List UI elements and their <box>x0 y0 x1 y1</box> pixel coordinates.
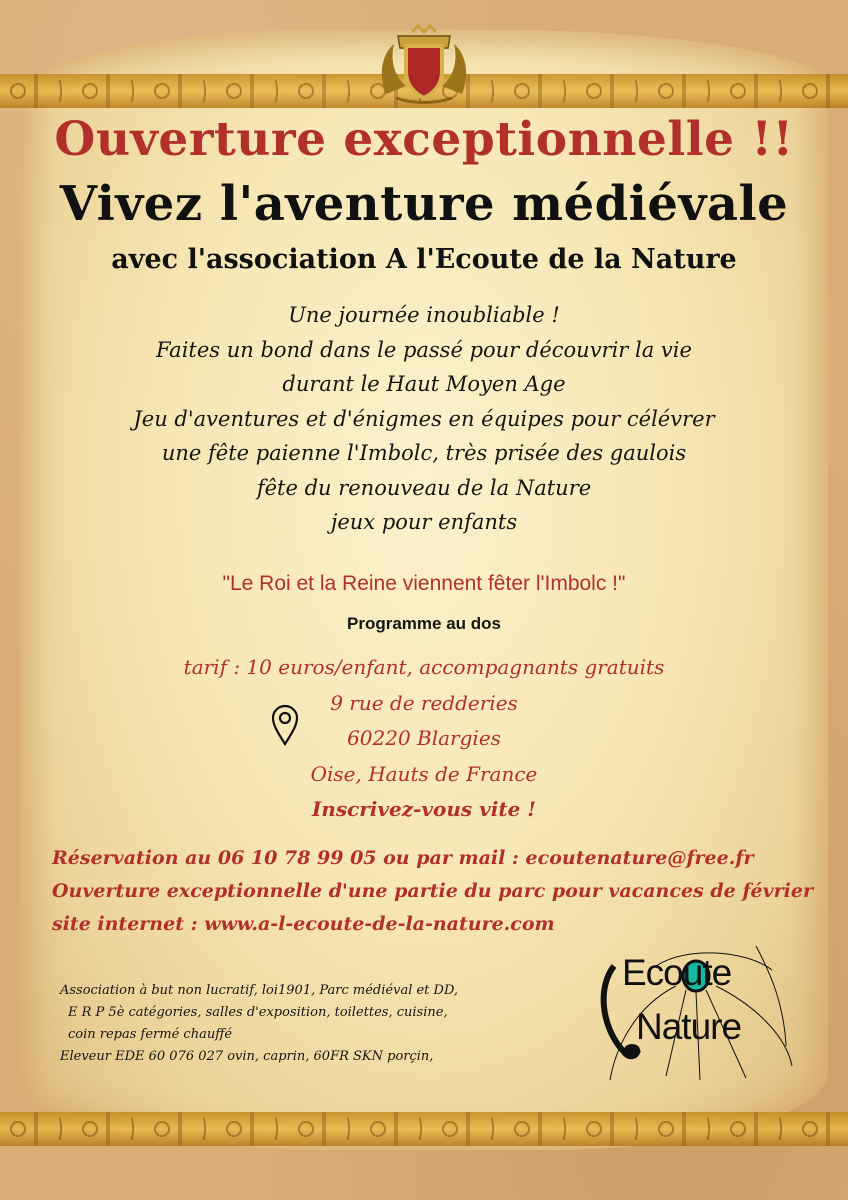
contact-details <box>52 842 813 941</box>
subtitle-association: avec l'association A l'Ecoute de la Nature <box>111 244 737 275</box>
description-line: une fête paienne l'Imbolc, très prisée des gaulois <box>161 441 687 465</box>
reservation-line: Réservation au 06 10 78 99 05 ou par mail : ecoutenature@free.fr <box>52 847 754 869</box>
ornament-band-bottom <box>0 1112 848 1146</box>
programme-note: Programme au dos <box>347 614 501 633</box>
map-pin-icon <box>270 704 300 746</box>
address-city: 60220 Blargies <box>347 726 501 750</box>
practical-info <box>0 650 848 828</box>
description-line: jeux pour enfants <box>330 510 518 534</box>
event-description <box>0 298 848 540</box>
ecoute-nature-logo <box>596 946 796 1086</box>
title-adventure: Vivez l'aventure médiévale <box>59 176 789 232</box>
title-opening: Ouverture exceptionnelle !! <box>54 112 794 167</box>
description-line: Jeu d'aventures et d'énigmes en équipes pour célévrer <box>133 406 715 431</box>
association-line: coin repas fermé chauffé <box>68 1027 233 1042</box>
association-line: Eleveur EDE 60 076 027 ovin, caprin, 60FR SKN porçin, <box>60 1049 434 1064</box>
king-queen-quote: "Le Roi et la Reine viennent fêter l'Imbolc !" <box>222 572 626 595</box>
description-line: fête du renouveau de la Nature <box>256 475 592 500</box>
association-line: E R P 5è catégories, salles d'exposition, toilettes, cuisine, <box>68 1005 448 1020</box>
address-street: 9 rue de redderies <box>330 690 518 715</box>
signup-call-to-action: Inscrivez-vous vite ! <box>311 797 537 821</box>
crest-shield-icon <box>376 24 472 104</box>
address-region: Oise, Hauts de France <box>310 761 538 786</box>
association-line: Association à but non lucratif, loi1901, Parc médiéval et DD, <box>60 983 459 998</box>
association-legal-info <box>60 980 458 1068</box>
price-line: tarif : 10 euros/enfant, accompagnants gratuits <box>183 655 665 679</box>
holiday-opening-line: Ouverture exceptionnelle d'une partie du parc pour vacances de février <box>52 880 813 902</box>
description-line: Une journée inoubliable ! <box>288 303 560 327</box>
logo-word-nature: Nature <box>636 1006 742 1047</box>
description-line: durant le Haut Moyen Age <box>282 372 566 396</box>
logo-word-ecoute: Ecoute <box>622 952 732 993</box>
website-line: site internet : www.a-l-ecoute-de-la-nature.com <box>52 913 555 935</box>
description-line: Faites un bond dans le passé pour découvrir la vie <box>156 337 692 362</box>
